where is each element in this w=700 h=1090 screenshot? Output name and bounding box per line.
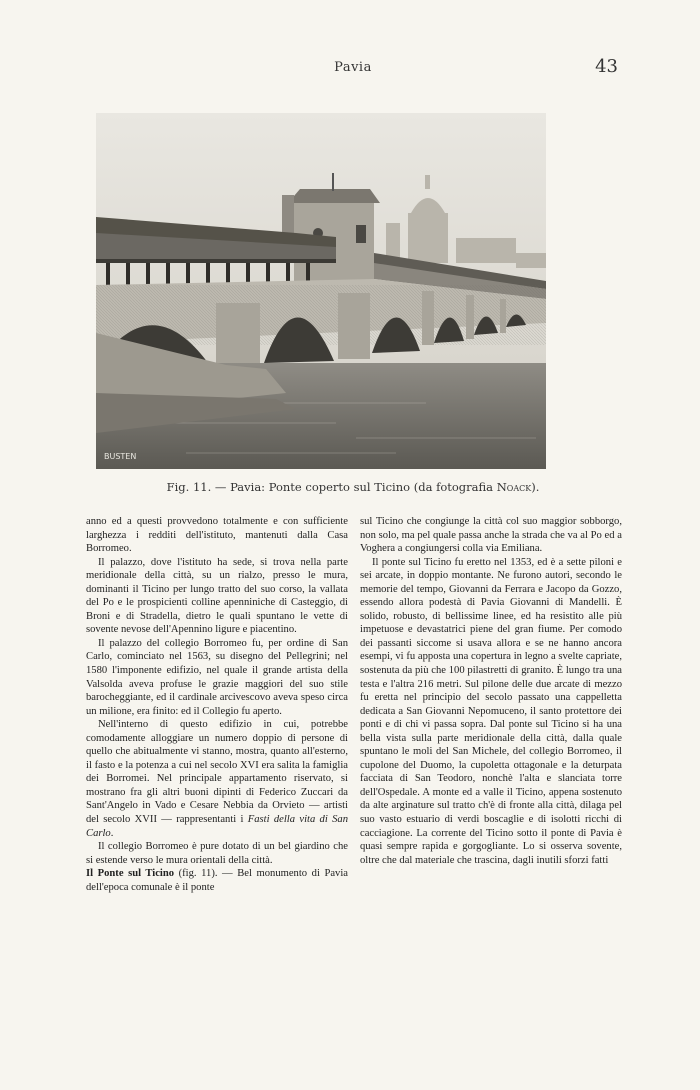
- caption-credit: Noack: [496, 480, 532, 494]
- paragraph: Il ponte sul Ticino fu eretto nel 1353, ed è a sette piloni e sei arcate, in doppio montante. Ne furono autori, secondo le memorie del tempo, Giovanni da Ferrara e Jacopo da Gozzo, essendo allora podestà di Pavia Giovanni di Mandelli. È solido, robusto, di bellissime linee, ed ha resistito alle più impetuose e devastatrici piene del gran fiume. Per comodo dei passanti siccome si usava allora e se ne hanno ancora esempi, vi fu apposta una copertura in legno a svelte capriate, sostenuta da più che 100 pilastretti di granito. È lungo tra una testa e l'altra 216 metri. Sul pilone delle due arcate di mezzo fu eretta nel principio del secolo passato una cappelletta dedicata a San Giovanni Nepomuceno, il santo protettore dei ponti e di chi vi passa sopra. Dal ponte sul Ticino si ha una bella vista sulla parte meridionale della città, dalla quale spuntano le moli del San Michele, del collegio Borromeo, il cupolone del Duomo, la cupoletta ottagonale e la deturpata facciata di San Teodoro, nonchè l'alta e slanciata torre dell'Ospedale. A monte ed a valle il Ticino, appena sostenuto da alte arginature sul tratto ch'è di fronte alla città, dilaga pel suo vasto estuario di verdi boscaglie e di isolotti ricchi di cacciagione. La corrente del Ticino sotto il ponte di Pavia è quasi sempre rapida e gorgogliante. Lo si osserva sovente, oltre che dal materiale che trascina, dagli inutili sforzi fatti: [360, 556, 622, 866]
- section-heading: Il Ponte sul Ticino: [86, 868, 175, 880]
- paragraph: [86, 867, 348, 894]
- italic-title: Fasti della vita di San Carlo: [86, 814, 349, 839]
- page-header: [88, 58, 618, 82]
- caption-suffix: ).: [531, 480, 540, 494]
- figure-caption: [88, 480, 618, 494]
- running-title: Pavia: [334, 60, 372, 75]
- paragraph-text: Nell'interno di questo edifizio in cui, potrebbe comodamente alloggiare un numero doppio di persone di quello che abitualmente vi stanno, mostra, quanto all'esterno, il fasto e la potenza a cui nel secolo XVI era salita la famiglia dei Borromei. Nel principale appartamento riservato, si mostrano fra gli altri buoni dipinti di Federico Zuccari da Sant'Angelo in Vado e Cesare Nebbia da Orvieto — artisti del secolo XVII — rappresentanti i: [86, 719, 348, 826]
- covered-bridge-illustration: [96, 113, 546, 469]
- page-number: 43: [595, 56, 618, 77]
- right-column: [360, 515, 622, 867]
- paragraph: anno ed a questi provvedono totalmente e con sufficiente larghezza i redditi dell'istituto, mantenuti dalla Casa Borromeo.: [86, 516, 348, 555]
- caption-prefix: Fig. 11. — Pavia: Ponte coperto sul Ticino (da fotografia: [166, 480, 497, 494]
- paragraph: Il palazzo del collegio Borromeo fu, per ordine di San Carlo, cominciato nel 1563, su disegno del Pellegrini; nel 1580 l'imponente edifizio, nel quale il grande artista della Valsolda aveva profuse le grazie maggiori del suo stile barocheggiante, ed il cardinale arcivescovo aveva speso circa un milione, era finito: ed il Collegio fu aperto.: [86, 637, 348, 717]
- paragraph-text: (fig. 11). — Bel monumento di Pavia dell'epoca comunale è il ponte: [86, 868, 348, 893]
- left-column: [86, 515, 348, 894]
- paragraph: Il palazzo, dove l'istituto ha sede, si trova nella parte meridionale della città, su un rialzo, presso le mura, dominanti il Ticino per lungo tratto del suo corso, la vallata del Po e le prospicienti colline apenniniche di Casteggio, di Broni e di Stradella, dietro le quali spuntano le vette di sovente nevose dell'Apennino ligure e piacentino.: [86, 556, 348, 636]
- paragraph: Il collegio Borromeo è pure dotato di un bel giardino che si estende verso le mura orientali della città.: [86, 841, 348, 866]
- paragraph: sul Ticino che congiunge la città col suo maggior sobborgo, non solo, ma pel quale passa anche la strada che va al Po ed a Voghera a congiungersi colla via Emiliana.: [360, 516, 622, 555]
- engraver-signature: BUSTEN: [104, 452, 137, 461]
- paragraph-tail: .: [110, 827, 114, 839]
- paragraph: [86, 718, 348, 840]
- bridge-engraving: [96, 113, 546, 469]
